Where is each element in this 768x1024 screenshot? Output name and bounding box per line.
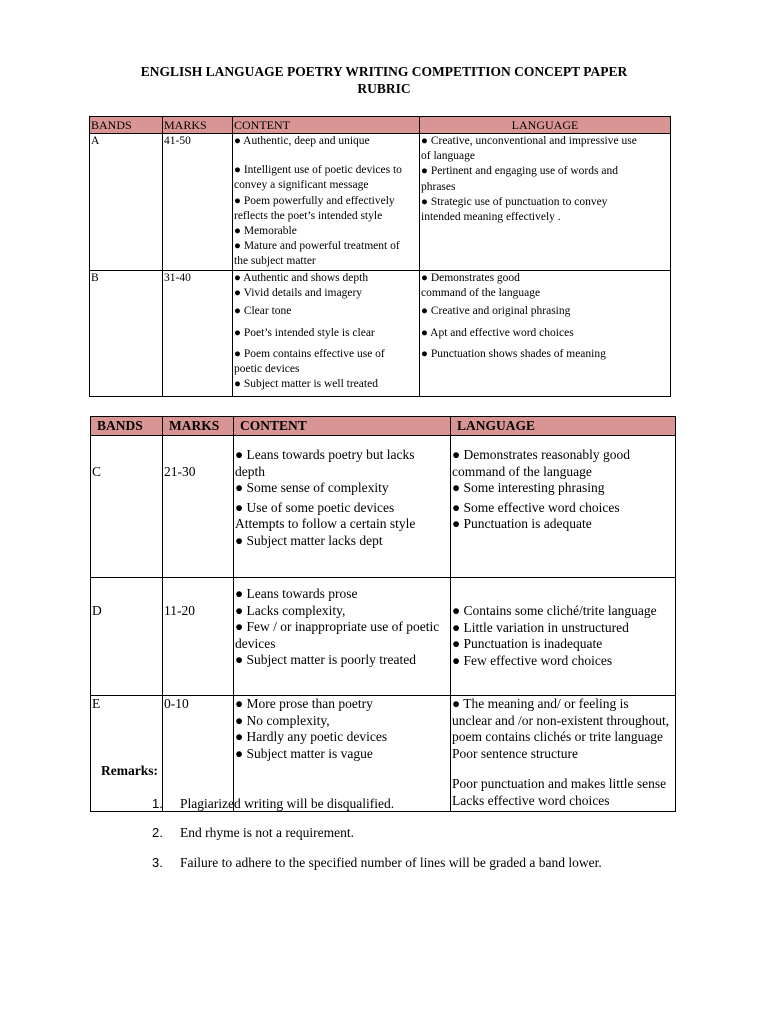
- table-row: [90, 271, 671, 397]
- language-line: phrases: [421, 180, 456, 193]
- remark-item: [152, 855, 712, 871]
- content-line: ● Intelligent use of poetic devices to: [234, 164, 402, 177]
- content-line: ● Mature and powerful treatment of: [234, 240, 400, 253]
- content-line: ● Poem contains effective use of: [234, 347, 385, 360]
- language-line: of language: [421, 150, 475, 163]
- language-line: ● The meaning and/ or feeling is: [452, 696, 629, 711]
- language-line: ● Little variation in unstructured: [452, 619, 629, 635]
- language-line: ● Some effective word choices: [452, 499, 620, 515]
- remark-text: Plagiarized writing will be disqualified.: [180, 796, 395, 811]
- content-line: ● Subject matter lacks dept: [235, 532, 383, 548]
- language-line: ● Few effective word choices: [452, 652, 613, 668]
- language-line: intended meaning effectively .: [421, 211, 561, 224]
- header-bands: BANDS: [90, 117, 163, 134]
- language-line: ● Pertinent and engaging use of words and: [421, 165, 618, 178]
- content-line: ● Subject matter is poorly treated: [235, 652, 416, 668]
- language-line: ● Creative and original phrasing: [421, 305, 571, 318]
- document-subtitle: RUBRIC: [357, 81, 411, 96]
- content-line: ● No complexity,: [235, 712, 330, 728]
- content-line: ● Authentic, deep and unique: [234, 135, 370, 147]
- content-line: ● Some sense of complexity: [235, 480, 389, 496]
- language-line: ● Demonstrates reasonably good: [452, 447, 630, 462]
- header-marks: MARKS: [163, 117, 233, 134]
- content-line: ● Few / or inappropriate use of poetic: [235, 619, 440, 635]
- content-line: reflects the poet’s intended style: [234, 209, 383, 222]
- content-line: ● Subject matter is well treated: [234, 378, 378, 391]
- language-line: Poor punctuation and makes little sense: [452, 776, 667, 792]
- content-line: the subject matter: [234, 255, 316, 268]
- content-line: ● Leans towards prose: [235, 586, 358, 601]
- header-bands: BANDS: [91, 417, 163, 436]
- content-line: ● Leans towards poetry but lacks: [235, 447, 415, 462]
- remark-number: 3.: [152, 855, 163, 870]
- content-line: ● Clear tone: [234, 305, 292, 318]
- content-cell: [234, 578, 451, 696]
- language-line: ● Some interesting phrasing: [452, 480, 605, 496]
- content-line: poetic devices: [234, 363, 300, 376]
- table-row: [91, 578, 676, 696]
- rubric-table-1: [89, 116, 671, 397]
- band-cell: E: [91, 696, 163, 812]
- language-line: ● Demonstrates good: [421, 272, 520, 284]
- band-cell: D: [91, 578, 163, 696]
- language-line: ● Creative, unconventional and impressive use: [421, 135, 637, 147]
- remark-text: End rhyme is not a requirement.: [180, 825, 354, 840]
- language-cell: [420, 271, 671, 397]
- content-line: ● Memorable: [234, 225, 297, 238]
- table-row: [91, 436, 676, 578]
- remarks-heading: Remarks:: [101, 763, 158, 778]
- remark-item: [152, 796, 712, 812]
- language-cell: [420, 134, 671, 271]
- content-line: ● Vivid details and imagery: [234, 287, 363, 300]
- table-row: [90, 134, 671, 271]
- language-line: ● Contains some cliché/trite language: [452, 603, 657, 618]
- header-content: CONTENT: [234, 417, 451, 436]
- marks-cell: 11-20: [163, 578, 234, 696]
- content-line: ● Poet’s intended style is clear: [234, 326, 375, 339]
- language-line: ● Strategic use of punctuation to convey: [421, 195, 608, 208]
- remark-number: 2.: [152, 825, 163, 840]
- remark-number: 1.: [152, 796, 163, 811]
- header-language: LANGUAGE: [451, 417, 676, 436]
- content-line: ● Use of some poetic devices: [235, 499, 395, 515]
- content-line: Attempts to follow a certain style: [235, 516, 416, 532]
- language-line: Lacks effective word choices: [452, 792, 610, 808]
- document-title: ENGLISH LANGUAGE POETRY WRITING COMPETITION CONCEPT PAPER: [140, 64, 628, 79]
- content-line: ● Authentic and shows depth: [234, 272, 369, 284]
- language-line: unclear and /or non-existent throughout,: [452, 712, 670, 728]
- content-line: ● Hardly any poetic devices: [235, 729, 388, 745]
- content-line: convey a significant message: [234, 179, 369, 192]
- content-cell: [233, 134, 420, 271]
- marks-cell: 31-40: [163, 271, 233, 397]
- band-cell: C: [91, 436, 163, 578]
- language-line: ● Punctuation is inadequate: [452, 636, 603, 652]
- content-line: devices: [235, 635, 276, 651]
- content-line: ● Subject matter is vague: [235, 745, 373, 761]
- language-line: ● Punctuation shows shades of meaning: [421, 347, 606, 360]
- content-cell: [234, 696, 451, 812]
- band-cell: B: [90, 271, 163, 397]
- table-header-row: [90, 117, 671, 134]
- language-line: ● Apt and effective word choices: [421, 326, 574, 339]
- content-cell: [234, 436, 451, 578]
- rubric-table-2: [90, 416, 676, 812]
- language-line: command of the language: [452, 463, 592, 479]
- table-header-row: [91, 417, 676, 436]
- header-content: CONTENT: [233, 117, 420, 134]
- language-line: Poor sentence structure: [452, 745, 578, 761]
- remark-text: Failure to adhere to the specified number of lines will be graded a band lower.: [180, 855, 602, 870]
- content-line: ● More prose than poetry: [235, 696, 373, 711]
- content-line: ● Poem powerfully and effectively: [234, 194, 395, 207]
- content-line: depth: [235, 463, 265, 479]
- language-line: command of the language: [421, 287, 541, 300]
- marks-cell: 41-50: [163, 134, 233, 271]
- header-marks: MARKS: [163, 417, 234, 436]
- marks-cell: 0-10: [163, 696, 234, 812]
- content-cell: [233, 271, 420, 397]
- table-row: [91, 696, 676, 812]
- language-cell: [451, 436, 676, 578]
- content-line: ● Lacks complexity,: [235, 602, 346, 618]
- marks-cell: 21-30: [163, 436, 234, 578]
- header-language: LANGUAGE: [420, 117, 671, 134]
- band-cell: A: [90, 134, 163, 271]
- language-cell: [451, 696, 676, 812]
- language-line: poem contains clichés or trite language: [452, 729, 664, 745]
- language-cell: [451, 578, 676, 696]
- remark-item: [152, 825, 712, 841]
- language-line: ● Punctuation is adequate: [452, 516, 592, 532]
